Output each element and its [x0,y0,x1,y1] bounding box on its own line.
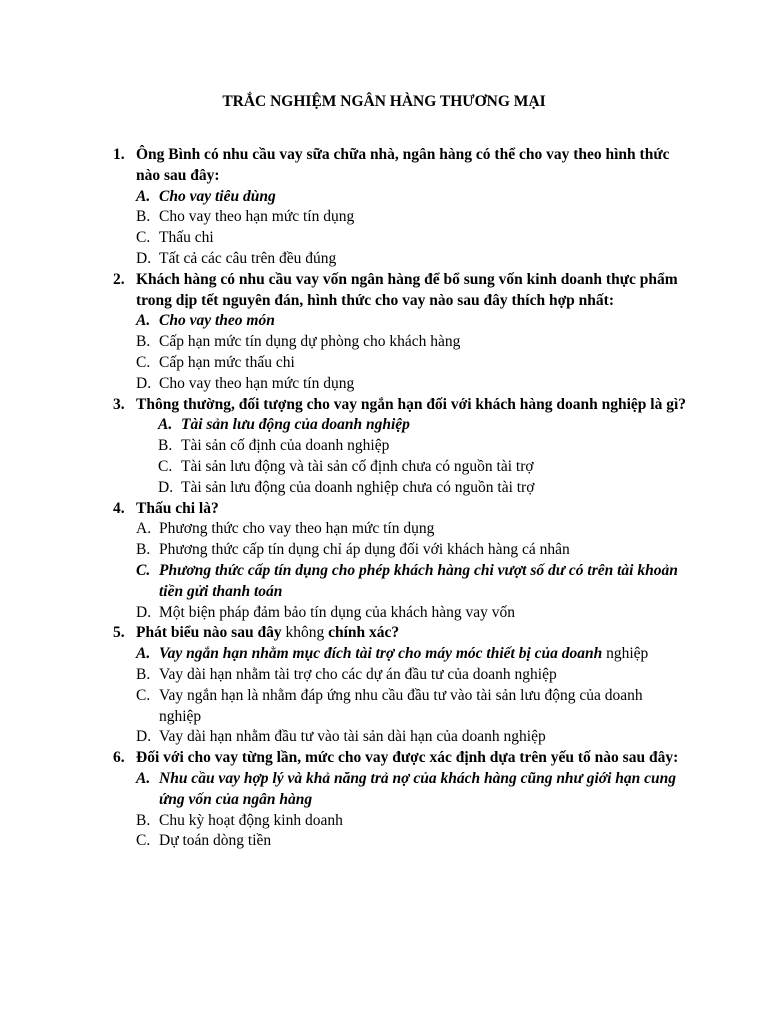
option-letter: B. [136,208,151,226]
option-letter: D. [136,249,152,267]
option-letter: C. [136,686,151,704]
option-letter: D. [136,374,152,392]
question-number: 6. [113,749,125,767]
option-text: Thấu chi [159,229,214,247]
option-letter: D. [136,728,152,746]
option-text-tail: nghiệp [602,645,649,663]
option-text: Tài sản lưu động của doanh nghiệp [181,416,410,434]
option-letter: C. [136,229,151,247]
question-1 [113,145,688,270]
option-letter: B. [158,437,173,455]
option-text: Vay dài hạn nhằm đầu tư vào tài sản dài hạn của doanh nghiệp [159,728,546,746]
option-c [136,353,688,374]
option-d [136,727,688,748]
option-text: Phương thức cấp tín dụng chỉ áp dụng đối với khách hàng cá nhân [159,541,570,559]
option-letter: B. [136,541,151,559]
option-d [136,374,688,395]
option-text: Tài sản lưu động và tài sản cố định chưa có nguồn tài trợ [181,457,534,475]
option-letter: D. [136,603,152,621]
option-list [136,769,688,852]
question-text: Khách hàng có nhu cầu vay vốn ngân hàng để bổ sung vốn kinh doanh thực phẩm trong dịp tết nguyên đán, hình thức cho vay nào sau đây thích hợp nhất: [136,270,678,309]
option-letter: C. [136,353,151,371]
option-text: Cấp hạn mức thấu chi [159,353,295,371]
option-letter: A. [158,416,173,434]
option-letter: C. [136,832,151,850]
question-6 [113,748,688,852]
option-text: Tài sản lưu động của doanh nghiệp chưa có nguồn tài trợ [181,478,535,496]
quiz-list [113,145,688,852]
option-d [158,478,688,499]
option-c [136,561,688,603]
option-text: Vay ngắn hạn là nhằm đáp ứng nhu cầu đầu tư vào tài sản lưu động của doanh nghiệp [159,686,643,725]
option-a [136,187,688,208]
option-b [136,665,688,686]
question-text: Đối với cho vay từng lần, mức cho vay được xác định dựa trên yếu tố nào sau đây: [136,749,679,767]
option-text: Vay ngắn hạn nhằm mục đích tài trợ cho máy móc thiết bị của doanh [159,645,603,663]
option-a [136,311,688,332]
question-5 [113,623,688,748]
option-text: Phương thức cho vay theo hạn mức tín dụng [159,520,435,538]
question-text: Thấu chi là? [136,499,219,517]
option-letter: D. [158,478,174,496]
option-text: Phương thức cấp tín dụng cho phép khách hàng chi vượt số dư có trên tài khoản tiền gửi thanh toán [159,561,678,600]
option-a [136,519,688,540]
question-number: 4. [113,499,125,517]
question-number: 5. [113,624,125,642]
question-number: 1. [113,146,125,163]
question-2 [113,270,688,395]
question-number: 3. [113,395,125,413]
option-b [136,540,688,561]
option-text: Tài sản cố định của doanh nghiệp [181,437,390,455]
question-text [136,623,688,644]
option-text: Tất cả các câu trên đều đúng [159,249,337,267]
question-4 [113,499,688,624]
option-b [136,332,688,353]
option-list [136,415,688,498]
option-letter: C. [158,457,173,475]
option-text: Một biện pháp đảm bảo tín dụng của khách hàng vay vốn [159,603,515,621]
option-c [136,686,688,728]
question-text: Thông thường, đối tượng cho vay ngắn hạn đối với khách hàng doanh nghiệp là gì? [136,395,687,413]
option-list [136,644,688,748]
option-text: Cho vay theo hạn mức tín dụng [159,208,355,226]
option-text: Dự toán dòng tiền [159,832,272,850]
option-b [136,207,688,228]
question-text-plain: không [281,624,329,642]
option-text: Cho vay tiêu dùng [159,187,276,205]
option-letter: B. [136,811,151,829]
question-text: Ông Bình có nhu cầu vay sữa chữa nhà, ngân hàng có thể cho vay theo hình thức nào sau đây: [136,146,670,184]
option-b [136,811,688,832]
option-b [158,436,688,457]
option-c [136,831,688,852]
option-a [158,415,688,436]
option-letter: A. [136,520,152,538]
option-c [158,457,688,478]
option-letter: A. [136,769,151,787]
option-letter: C. [136,561,151,579]
option-a [136,769,688,811]
option-text: Cho vay theo hạn mức tín dụng [159,374,355,392]
option-a [136,644,688,665]
option-list [136,311,688,394]
option-letter: A. [136,645,151,663]
option-list [136,187,688,270]
document-title: TRẮC NGHIỆM NGÂN HÀNG THƯƠNG MẠI [222,93,546,110]
option-letter: A. [136,312,151,330]
option-text: Chu kỳ hoạt động kinh doanh [159,811,343,829]
option-d [136,603,688,624]
question-3 [113,395,688,499]
option-letter: B. [136,665,151,683]
option-d [136,249,688,270]
option-list [136,519,688,623]
option-c [136,228,688,249]
question-number: 2. [113,270,125,288]
option-letter: B. [136,333,151,351]
question-text-start: Phát biểu nào sau đây [136,624,282,642]
option-text: Cấp hạn mức tín dụng dự phòng cho khách hàng [159,333,461,351]
option-text: Nhu cầu vay hợp lý và khả năng trả nợ của khách hàng cũng như giới hạn cung ứng vốn của ngân hàng [159,769,677,808]
option-text: Cho vay theo món [159,312,275,330]
option-text: Vay dài hạn nhằm tài trợ cho các dự án đầu tư của doanh nghiệp [159,665,557,683]
option-letter: A. [136,187,151,205]
question-text-end: chính xác? [328,624,400,642]
